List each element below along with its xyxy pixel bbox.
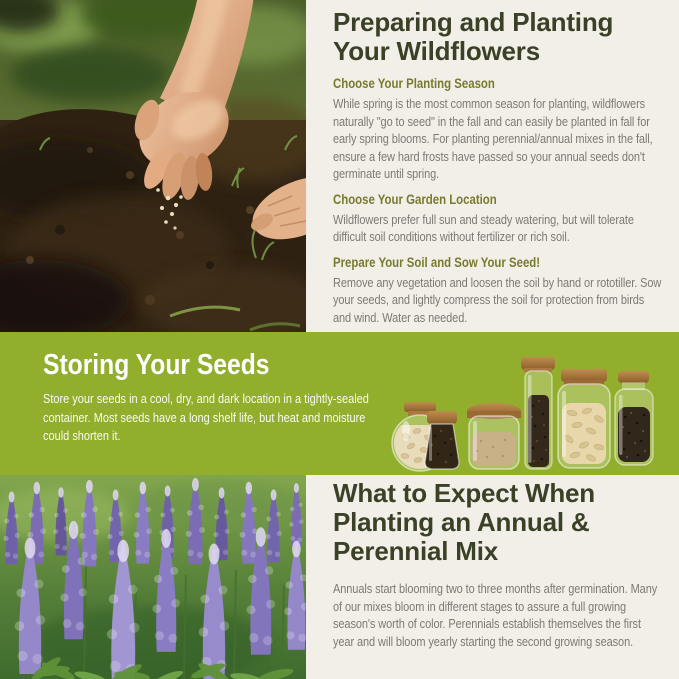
storing-text-block [43,348,447,446]
lupine-flowers-photo [0,475,306,679]
jar-tan-granules [467,403,521,469]
jar-sunflower-seeds [615,371,653,465]
preparing-planting-title [333,8,679,66]
subsection-garden-location [333,192,663,246]
subsection-heading: Choose Your Garden Location [333,191,497,207]
preparing-planting-text-column [306,0,679,332]
title-line: Planting an Annual & [333,507,590,537]
title-line: Your Wildflowers [333,36,540,66]
title-line: What to Expect When [333,478,595,508]
jar-tall-dark-seeds [521,357,555,469]
section-what-to-expect [0,475,679,679]
what-to-expect-title [333,479,679,566]
what-to-expect-body-wrap [333,580,663,650]
subsection-body: While spring is the most common season for planting, wildflowers naturally "go to seed" in the fall and can easily be planted in fall for early spring blooms. For planting perennial/annual mixes in the fall, ensure a few hard frosts have passed so your annual seeds don't germinate until spring. [333,96,653,181]
storing-body: Store your seeds in a cool, dry, and dark location in a tightly-sealed container. Most seeds have a long shelf life, but heat and moisture could shorten it. [43,391,369,443]
seed-storage-jars-photo [391,351,659,473]
hand-sowing-seeds-photo [0,0,306,332]
jar-dark-seeds-small [425,411,459,469]
subsection-heading: Prepare Your Soil and Sow Your Seed! [333,254,541,270]
what-to-expect-body: Annuals start blooming two to three months after germination. Many of our mixes bloom in different stages to assure a full growing season's worth of color. Perennials establish themselves the first year and will bloom yearly starting the second growing season. [333,581,658,649]
subsection-body: Remove any vegetation and loosen the soil by hand or rototiller. Sow your seeds, and lightly compress the soil for protection from birds and wind. Water as needed. [333,274,662,325]
subsection-body: Wildflowers prefer full sun and steady watering, but will tolerate difficult soil conditions without fertilizer or rich soil. [333,211,634,244]
planting-subsections [333,76,663,326]
jar-pumpkin-seeds [558,369,610,468]
title-line: Perennial Mix [333,536,499,566]
storing-title: Storing Your Seeds [43,349,270,381]
section-preparing-planting [0,0,679,332]
title-line: Preparing and Planting [333,7,614,37]
subsection-planting-season [333,76,663,183]
section-storing-seeds [0,332,679,475]
subsection-heading: Choose Your Planting Season [333,76,495,91]
subsection-prepare-soil [333,255,663,327]
what-to-expect-text-column [306,475,679,679]
